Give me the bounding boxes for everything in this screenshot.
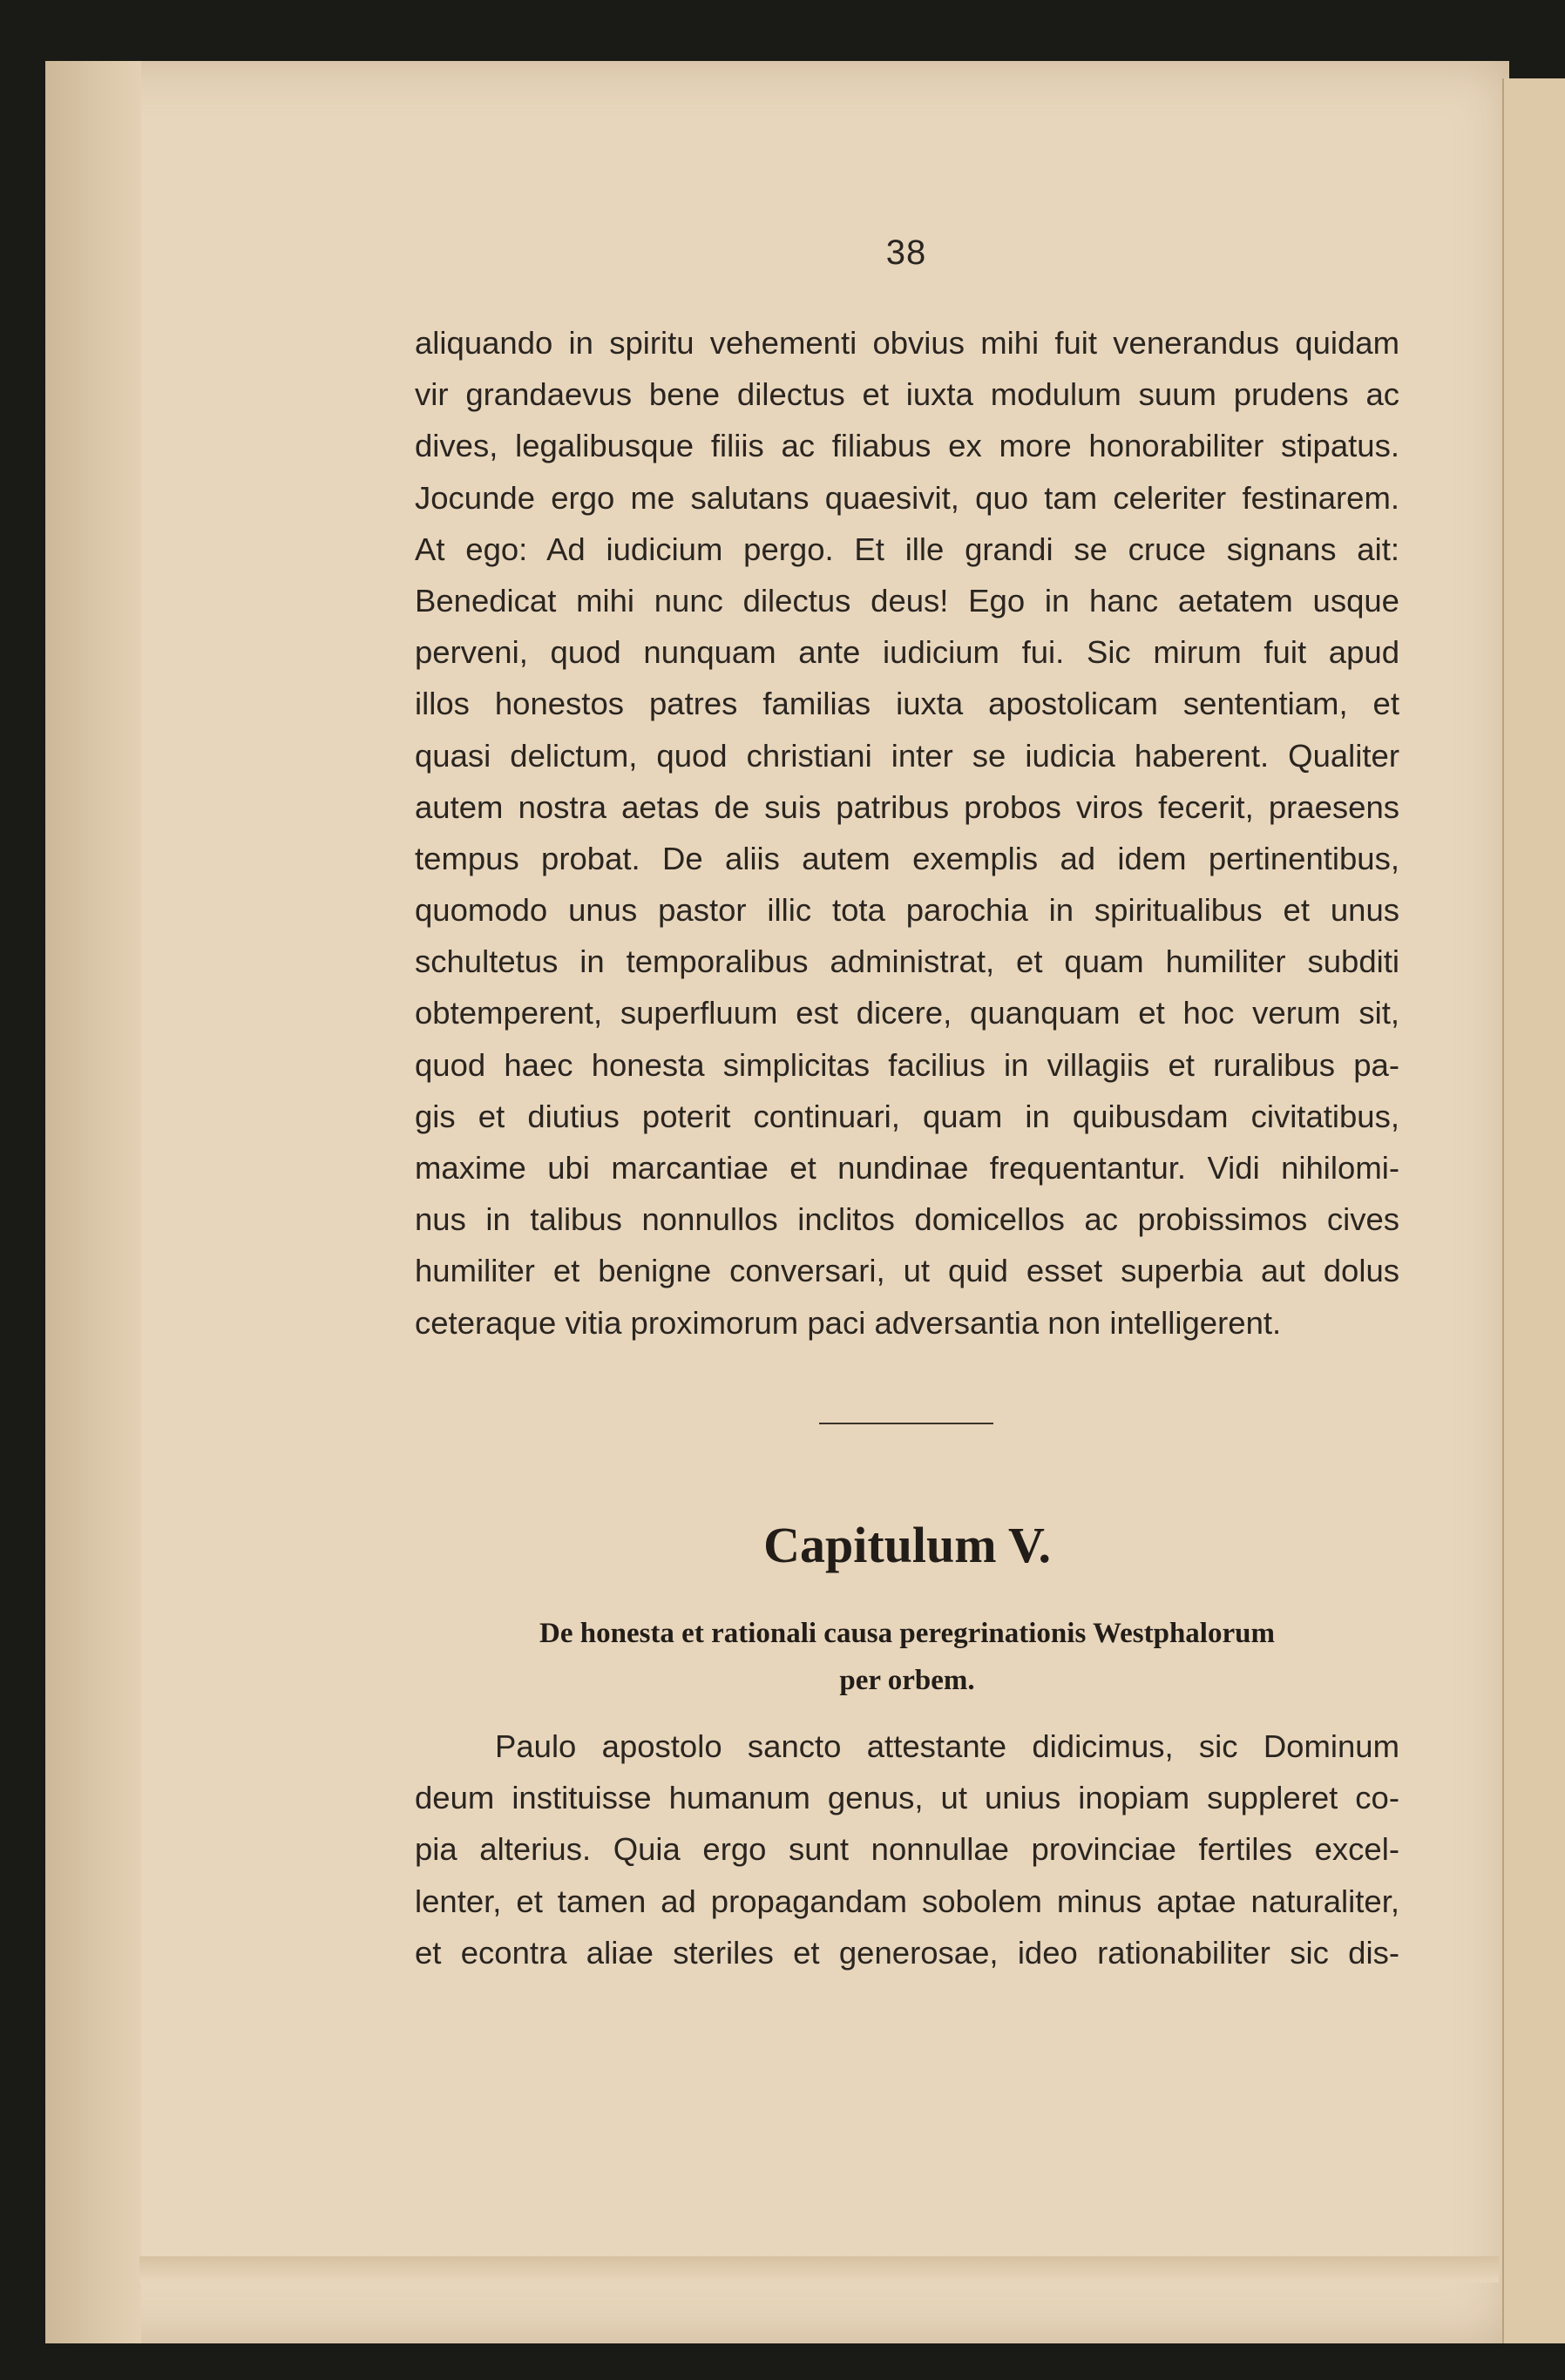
text-line: schultetus in temporalibus administrat, et quam humiliter subditi <box>415 943 1399 980</box>
text-line: autem nostra aetas de suis patribus probos viros fecerit, praesens <box>415 788 1399 825</box>
paragraph-1 <box>415 317 1399 1349</box>
text-line: humiliter et benigne conversari, ut quid esset superbia aut dolus <box>415 1253 1399 1289</box>
text-line: pia alterius. Quia ergo sunt nonnullae provinciae fertiles excel- <box>415 1831 1399 1868</box>
text-line: Jocunde ergo me salutans quaesivit, quo tam celeriter festinarem. <box>415 479 1399 516</box>
facing-page-edge <box>1502 78 1565 2343</box>
page-gutter-shadow <box>45 61 141 2343</box>
text-line: illos honestos patres familias iuxta apostolicam sententiam, et <box>415 686 1399 722</box>
text-line: vir grandaevus bene dilectus et iuxta modulum suum prudens ac <box>415 376 1399 413</box>
text-line: quomodo unus pastor illic tota parochia in spiritualibus et unus <box>415 892 1399 929</box>
text-line: quasi delictum, quod christiani inter se iudicia haberent. Qualiter <box>415 737 1399 774</box>
text-line: lenter, et tamen ad propagandam sobolem minus aptae naturaliter, <box>415 1883 1399 1919</box>
text-line: Benedicat mihi nunc dilectus deus! Ego in hanc aetatem usque <box>415 582 1399 619</box>
text-line: et econtra aliae steriles et generosae, ideo rationabiliter sic dis- <box>415 1934 1399 1971</box>
chapter-subtitle <box>415 1610 1399 1704</box>
text-line: nus in talibus nonnullos inclitos domicellos ac probissimos cives <box>415 1201 1399 1238</box>
chapter-title: Capitulum V. <box>763 1517 1051 1573</box>
text-line: dives, legalibusque filiis ac filiabus ex more honorabiliter stipatus. <box>415 428 1399 464</box>
text-line: quod haec honesta simplicitas facilius in villagiis et ruralibus pa- <box>415 1046 1399 1083</box>
page-bottom-edge <box>139 2256 1499 2282</box>
text-line: At ego: Ad iudicium pergo. Et ille grandi se cruce signans ait: <box>415 531 1399 567</box>
text-line: aliquando in spiritu vehementi obvius mihi fuit venerandus quidam <box>415 325 1399 361</box>
text-line: gis et diutius poterit continuari, quam in quibusdam civitatibus, <box>415 1098 1399 1134</box>
chapter-subtitle-line-2: per orbem. <box>839 1665 975 1696</box>
page-number: 38 <box>885 233 927 272</box>
text-line: maxime ubi marcantiae et nundinae frequentantur. Vidi nihilomi- <box>415 1150 1399 1186</box>
chapter-subtitle-line-1: De honesta et rationali causa peregrinationis Westphalorum <box>539 1618 1275 1649</box>
text-line: ceteraque vitia proximorum paci adversantia non intelligerent. <box>415 1304 1282 1341</box>
text-line: Paulo apostolo sancto attestante didicimus, sic Dominum <box>495 1728 1399 1764</box>
text-line: obtemperent, superfluum est dicere, quanquam et hoc verum sit, <box>415 995 1399 1031</box>
text-line: tempus probat. De aliis autem exemplis ad idem pertinentibus, <box>415 840 1399 876</box>
text-line: perveni, quod nunquam ante iudicium fui. Sic mirum fuit apud <box>415 634 1399 671</box>
paragraph-2 <box>415 1721 1399 1978</box>
section-divider <box>819 1423 993 1424</box>
text-line: deum instituisse humanum genus, ut unius inopiam suppleret co- <box>415 1780 1399 1816</box>
